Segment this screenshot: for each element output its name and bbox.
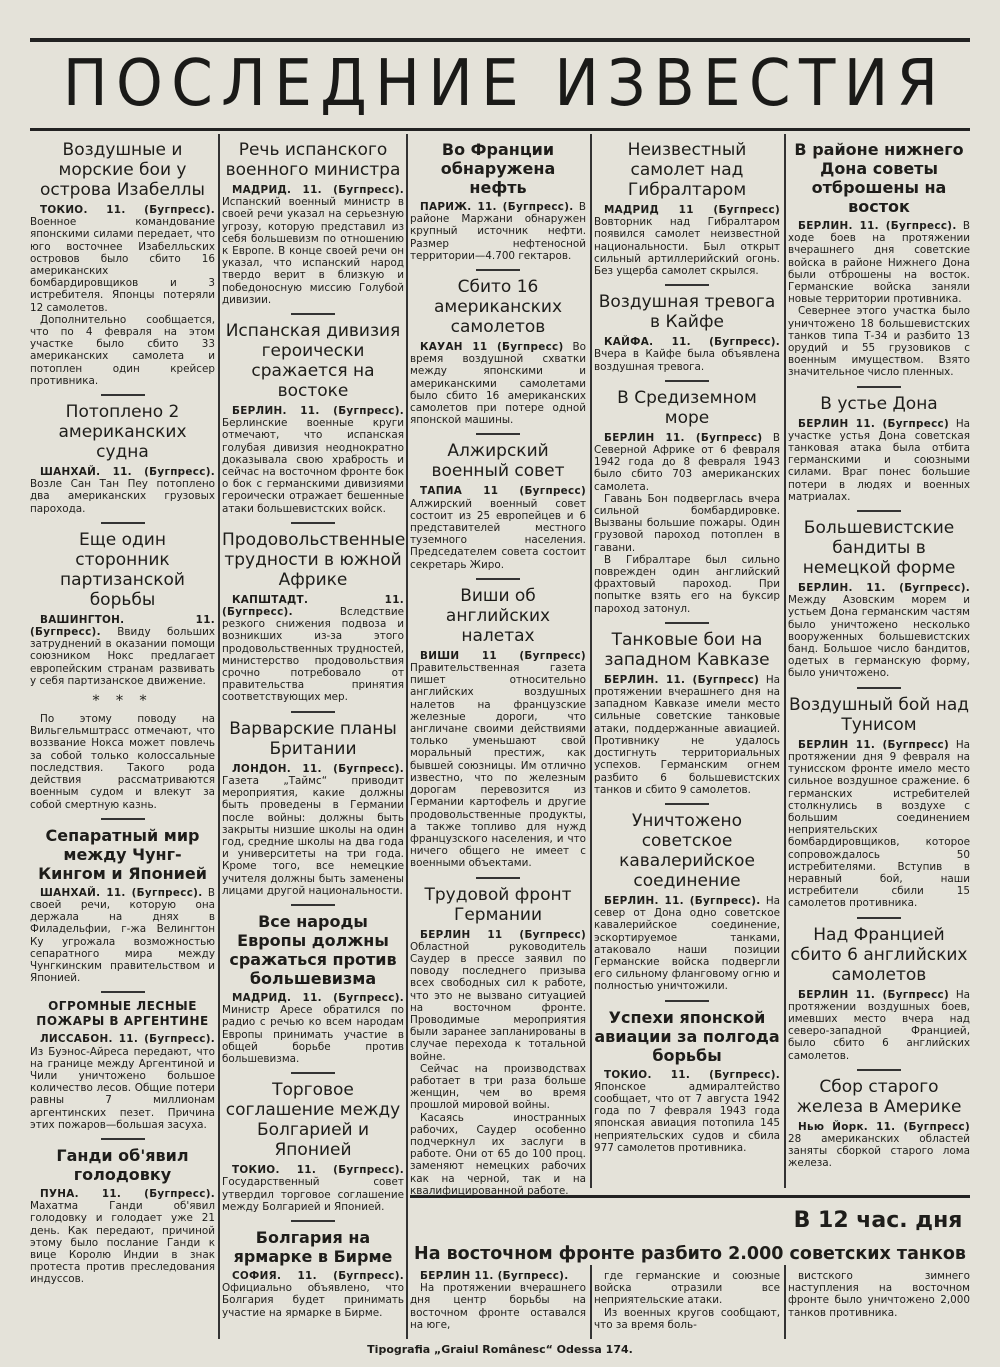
article	[222, 912, 404, 1065]
article	[594, 140, 780, 277]
article-dateline: БЕРЛИН 11. (Бугпресс).	[420, 1270, 569, 1282]
article-headline: Неизвестный самолет над Гибралтаром	[627, 140, 747, 200]
article	[410, 277, 586, 426]
article-text: Возле Сан Тан Пеу потоплено два американских грузовых парохода.	[30, 478, 215, 515]
article-text: В районе Маржани обнаружен крупный источник нефти. Размер нефтеносной территории—4.700 гектаров.	[410, 201, 586, 262]
article-headline: Болгария на ярмарке в Бирме	[233, 1227, 393, 1266]
article-body	[788, 418, 970, 503]
article-dateline: ТОКИО. 11. (Бугпресс).	[604, 1068, 780, 1081]
article	[788, 925, 970, 1062]
article-text: Японское адмиралтейство сообщает, что от 7 августа 1942 года по 7 февраля 1943 года японская авиация потопила 145 неприятельских судов и сбила 977 самолетов противника.	[594, 1080, 780, 1154]
article-headline: Успехи японской авиации за полгода борьбы	[594, 1007, 780, 1065]
article-paragraph: Сейчас на производствах работает в три раза больше женщин, чем во время прошлой мировой войны.	[410, 1062, 586, 1112]
article-headline: Испанская дивизия героически сражается на востоке	[225, 321, 401, 402]
column-divider	[406, 134, 408, 1339]
article-separator	[101, 394, 145, 396]
article-body	[222, 1270, 404, 1319]
article-body	[788, 989, 970, 1062]
article-text: На протяжении вчерашнего дня на западном Кавказе имели место сильные советские танковые атаки, поддержанные авиацией. Противнику не удалось достигнуть территориальных успехов. Германским огнем разбито 6 большевистских танков и сбито 9 самолетов.	[594, 673, 780, 796]
article-headline: Варварские планы Британии	[229, 718, 397, 759]
article-paragraph: Гавань Бон подверглась вчера сильной бомбардировке. Вызваны большие пожары. Один грузовой пароход потоплен в гавани.	[594, 492, 780, 554]
article-text: Между Азовским морем и устьем Дона германским частям было уничтожено несколько вооруженных большевистских банд. Большое число бандитов, одетых в германскую форму, было уничтожено.	[788, 594, 970, 680]
article-headline: Сепаратный мир между Чунг-Кингом и Японией	[38, 825, 207, 883]
article-text: Официально объявлено, что Болгария будет принимать участие на ярмарке в Бирме.	[222, 1282, 404, 1319]
article-separator	[101, 818, 145, 820]
article-headline: Уничтожено советское кавалерийское соединение	[619, 810, 755, 891]
article-headline: Сбор старого железа в Америке	[796, 1076, 962, 1117]
breaking-text: Из военных кругов сообщают, что за время боль-	[594, 1306, 780, 1331]
article	[30, 1146, 215, 1286]
article-headline: Продовольственные трудности в южной Африке	[222, 529, 406, 590]
article-text: 28 американских областей заняты сборкой старого лома железа.	[788, 1132, 970, 1170]
article-headline: В устье Дона	[820, 393, 938, 414]
article-headline: В районе нижнего Дона советы отброшены на восток	[794, 140, 964, 216]
article-dateline: КАЙФА. 11. (Бугпресс).	[604, 336, 780, 349]
article-dateline: ТОКИО. 11. (Бугпресс).	[40, 204, 215, 216]
article-headline: Большевистские бандиты в немецкой форме	[802, 518, 956, 579]
article-separator	[291, 1220, 335, 1222]
article-paragraph: По этому поводу на Вильгельмштрасс отмечают, что воззвание Нокса может повлечь за собой только колоссальные последствия. Такого рода действия рассматриваются военным судом и влекут за собой смертную казнь.	[30, 713, 215, 811]
article-dateline: ЛИССАБОН. 11. (Бугпресс).	[40, 1033, 215, 1046]
article	[222, 140, 404, 306]
article-text: Испанский военный министр в своей речи указал на серьезную угрозу, которую представил из себя большевизм по отношению к Европе. В конце своей речи он указал, что испанский народ твердо верит в близкую и победоносную миссию Голубой дивизии.	[222, 196, 404, 306]
article-body	[410, 485, 586, 570]
article-dateline: ЛОНДОН. 11. (Бугпресс).	[232, 762, 404, 775]
article-body	[222, 992, 404, 1065]
column-divider	[590, 134, 592, 1188]
article-headline: Речь испанского военного министра	[225, 140, 401, 180]
article-text: Алжирский военный совет состоит из 25 европейцев и 6 представителей местного туземного населения. Председателем совета состоит секретарь Жиро.	[410, 497, 586, 571]
article	[410, 441, 586, 570]
article-separator	[476, 269, 520, 271]
article-separator	[857, 510, 901, 512]
article-separator	[476, 877, 520, 879]
article-headline: Потоплено 2 американских судна	[58, 402, 187, 463]
article-text: Берлинские военные круги отмечают, что испанская голубая дивизия неоднократно доказывала свою храбрость и сейчас на восточном фронте бок о бок с германскими дивизиями героически отражает бешенные атаки большевистских войск.	[222, 417, 404, 515]
article-headline: Торговое соглашение между Болгарией и Японией	[225, 1080, 401, 1161]
printer-imprint: Tipografia „Graiul Românesc“ Odessa 174.	[367, 1343, 633, 1356]
article-text: Из Буэнос-Айреса передают, что на границе между Аргентиной и Чили уничтожено большое количество лесов. Общие потери равны 7 миллионам аргентинских пезет. Причина этих пожаров—большая засуха.	[30, 1045, 215, 1131]
masthead-rule	[30, 128, 970, 131]
article-dateline: КАПШТАДТ. 11. (Бугпресс).	[222, 593, 404, 619]
article-headline: Виши об английских налетах	[445, 585, 551, 646]
article-separator	[291, 711, 335, 713]
article-dateline: ТАПИА 11 (Бугпресс)	[420, 485, 586, 498]
article-separator	[291, 522, 335, 524]
article-text: В своей речи, которую она держала на днях в Филадельфии, г-жа Велингтон Ку угрожала возможностью сепаратного мира между Чунгкинским правительством и Японией.	[30, 886, 215, 985]
article-text: На участке устья Дона советская танковая атака была отбита германскими и союзными силами. Враг понес большие потери в людях и военных матриалах.	[788, 417, 971, 503]
article-separator	[665, 803, 709, 805]
article	[30, 826, 215, 985]
breaking-text: вистского зимнего наступления на восточном фронте было уничтожено 2,000 танков противника.	[788, 1270, 970, 1319]
article-text: На протяжении дня 9 февраля на тунисском фронте имело место сильное воздушное сражение. 6 германских истребителей столкнулись в воздухе с большим соединением неприятельских бомбардировщиков, которое сопровождалось 50 истребителями. Вступив в неравный бой, наши истребители сбили 15 самолетов противника.	[788, 738, 971, 910]
article-headline: Алжирский военный совет	[431, 441, 565, 482]
article-text: Вчера в Кайфе была объявлена воздушная тревога.	[594, 348, 780, 373]
article-text: В ходе боев на протяжении вчерашнего дня советские войска в районе Нижнего Дона были отброшены на восток. Германские войска заняли новые территории противника.	[788, 220, 970, 306]
article-text: Государственный совет утвердил торговое соглашение между Болгарией и Японией.	[222, 1176, 404, 1213]
article-text: В Северной Африке от 6 февраля 1942 года до 8 февраля 1943 было сбито 703 американских самолета.	[594, 431, 780, 493]
article-body	[222, 1164, 404, 1213]
article-headline: Трудовой фронт Германии	[424, 884, 572, 925]
top-rule	[30, 38, 970, 42]
article-headline: Воздушные и морские бои у острова Изабеллы	[40, 140, 205, 200]
article	[30, 140, 215, 387]
article-body	[222, 405, 404, 515]
masthead-title: ПОСЛЕДНИЕ ИЗВЕСТИЯ	[62, 47, 947, 121]
article-body	[594, 674, 780, 796]
article	[222, 719, 404, 897]
article-body	[594, 432, 780, 493]
article-separator	[291, 313, 335, 315]
article-body	[222, 763, 404, 897]
article	[222, 1228, 404, 1319]
article-body	[30, 1188, 215, 1286]
article-body	[788, 1121, 970, 1170]
article-dateline: БЕРЛИН. 11. (Бугпресс).	[604, 894, 761, 907]
article-dateline: Нью Йорк. 11. (Бугпресс)	[798, 1120, 970, 1133]
article-dateline: МАДРИД 11 (Бугпресс)	[604, 204, 780, 216]
article	[594, 1008, 780, 1154]
column-5	[788, 134, 970, 1188]
article-dateline: ШАНХАЙ. 11. (Бугпресс).	[40, 466, 215, 479]
article	[788, 140, 970, 379]
article-separator	[857, 386, 901, 388]
article-separator	[101, 991, 145, 993]
article-dateline: СОФИЯ. 11. (Бугпресс).	[232, 1269, 404, 1282]
article-headline: Танковые бои на западном Кавказе	[604, 629, 770, 670]
article-paragraph: В Гибралтаре был сильно поврежден один английский фрахтовый пароход. При попытке взять его на буксир пароход затонул.	[594, 553, 780, 615]
article-text: Вследствие резкого снижения подвоза и возникших из-за этого продовольственных трудностей, министерство продовольствия срочно потребовало от правительства принятия соответствующих мер.	[222, 606, 404, 704]
article-dateline: ПАРИЖ. 11. (Бугпресс).	[420, 201, 574, 213]
article-text: На протяжении воздушных боев, имевших место вчера над северо-западной Францией, было сбито 6 английских самолетов.	[788, 988, 971, 1062]
column-divider	[784, 134, 786, 1188]
article-separator	[857, 687, 901, 689]
article-dateline: КАУАН 11 (Бугпресс)	[420, 341, 564, 354]
article-separator	[857, 1069, 901, 1071]
article	[788, 1077, 970, 1170]
article-dateline: ТОКИО. 11. (Бугпресс).	[232, 1164, 404, 1177]
article-body	[594, 1069, 780, 1154]
article-body	[30, 887, 215, 985]
article-dateline: МАДРИД. 11. (Бугпресс).	[232, 184, 404, 196]
breaking-headline: На восточном фронте разбито 2.000 советских танков	[414, 1244, 966, 1264]
breaking-column-1	[410, 1270, 586, 1340]
article-separator	[665, 284, 709, 286]
article	[788, 394, 970, 503]
bottom-section-rule	[410, 1195, 970, 1198]
article	[410, 586, 586, 870]
article	[410, 885, 586, 1197]
breaking-column-2	[594, 1270, 780, 1340]
article-dateline: ВАШИНГТОН. 11. (Бугпресс).	[30, 613, 215, 639]
article-dateline: ВИШИ 11 (Бугпресс)	[420, 649, 586, 662]
article-headline: Еще один сторонник партизанской борьбы	[60, 529, 185, 610]
article-body	[594, 895, 780, 993]
article-body	[30, 466, 215, 515]
article	[30, 402, 215, 515]
article-dateline: БЕРЛИН 11. (Бугпресс)	[604, 431, 763, 444]
article	[594, 388, 780, 615]
article-body	[30, 1033, 215, 1131]
time-label: В 12 час. дня	[793, 1208, 963, 1233]
column-divider	[590, 1265, 592, 1339]
article-headline: Сбито 16 американских самолетов	[433, 277, 563, 338]
breaking-column-3	[788, 1270, 970, 1340]
article-headline: Во Франции обнаружена нефть	[440, 140, 556, 197]
article-separator	[101, 1138, 145, 1140]
article-text: Министр Аресе обратился по радио с речью ко всем народам Европы принимать участие в общей борьбе против большевизма.	[222, 1004, 404, 1065]
article-text: На север от Дона одно советское кавалерийское соединение, эскортируемое танками, атаковало наши позиции Германские войска подвергли его сильному фланговому огню и полностью уничтожили.	[594, 894, 780, 993]
column-divider	[784, 1265, 786, 1339]
article-separator	[665, 380, 709, 382]
article-dateline: БЕРЛИН 11. (Бугпресс)	[798, 417, 950, 430]
asterism: * * *	[92, 693, 153, 710]
article	[222, 321, 404, 515]
article-headline: ОГРОМНЫЕ ЛЕСНЫЕ ПОЖАРЫ В АРГЕНТИНЕ	[36, 999, 209, 1029]
article-body	[788, 739, 970, 910]
article-text: Правительственная газета пишет относительно английских воздушных налетов на французские железные дороги, что англичане своими действиями только уменьшают свой моральный престиж, как бывшей союзницы. Им отлично известно, что по железным дорогам перевозится из Германии картофель и другие продовольственные продукты, а также топливо для нужд французского населения, и что ничего общего не имеет с военными объектами.	[410, 662, 586, 870]
article-headline: Воздушный бой над Тунисом	[788, 694, 970, 735]
article-body	[410, 201, 586, 262]
article-body	[410, 341, 586, 426]
article-separator	[291, 904, 335, 906]
article	[222, 1080, 404, 1213]
article-dateline: ШАНХАЙ. 11. (Бугпресс).	[40, 886, 203, 899]
article-body	[410, 650, 586, 870]
article-paragraph: Дополнительно сообщается, что по 4 февраля на этом участке было сбито 33 американских самолета и потоплен один крейсер противника.	[30, 313, 215, 387]
article-dateline: БЕРЛИН. 11. (Бугпресс).	[798, 220, 957, 232]
article-separator	[665, 1000, 709, 1002]
article-text: Махатма Ганди об'явил голодовку и голодает уже 21 день. Как передают, причиной этому было послание Ганди к вице Королю Индии в знак протеста против преследования индуссов.	[30, 1200, 215, 1286]
column-1	[30, 134, 215, 1339]
article-body	[788, 582, 970, 680]
article-text: Газета „Таймс“ приводит мероприятия, какие должны быть проведены в Германии после войны: должны быть закрыты низшие школы на один год, средние школы на два года и университеты на три года. Кроме того, все немецкие учителя должны быть заменены лицами другой национальности.	[222, 774, 404, 897]
article-dateline: БЕРЛИН 11. (Бугпресс)	[798, 988, 950, 1001]
article-headline: Воздушная тревога в Кайфе	[598, 292, 776, 333]
article-headline: Ганди об'явил голодовку	[56, 1145, 189, 1184]
article-body	[30, 614, 215, 687]
article-dateline: БЕРЛИН. 11. (Бугпресс)	[604, 673, 760, 686]
article	[594, 811, 780, 993]
article-body	[594, 204, 780, 277]
article-separator	[291, 1072, 335, 1074]
article-body	[222, 184, 404, 306]
article-headline: Над Францией сбито 6 английских самолетов	[790, 924, 968, 985]
article-paragraph: Касаясь иностранных рабочих, Саудер особенно подчеркнул их заслуги в работе. Они от 65 до 100 проц. заменяют немецких рабочих как на черной, так и на квалифицированной работе.	[410, 1111, 586, 1197]
article-dateline: МАДРИД. 11. (Бугпресс).	[232, 991, 404, 1004]
article-dateline: БЕРЛИН 11 (Бугпресс)	[420, 928, 586, 941]
article	[594, 292, 780, 373]
article	[788, 695, 970, 910]
article	[410, 140, 586, 262]
breaking-text: где германские и союзные войска отразили все неприятельские атаки.	[594, 1270, 780, 1307]
article	[788, 518, 970, 680]
article-dateline: БЕРЛИН 11. (Бугпресс)	[798, 738, 950, 751]
article-body	[594, 336, 780, 373]
article-dateline: ПУНА. 11. (Бугпресс).	[40, 1187, 215, 1200]
article-body	[410, 929, 586, 1063]
article-body	[222, 594, 404, 704]
article-headline: Все народы Европы должны сражаться против большевизма	[229, 911, 397, 988]
article-separator	[476, 578, 520, 580]
article-body	[30, 204, 215, 314]
article-separator	[101, 522, 145, 524]
column-divider	[218, 134, 220, 1339]
article	[594, 630, 780, 796]
article-text: Ввиду больших затруднений в оказании помощи союзником Нокс предлагает европейским странам развивать у себя партизанское движение.	[30, 626, 215, 687]
column-2	[222, 134, 404, 1339]
article-separator	[665, 622, 709, 624]
article-separator	[857, 917, 901, 919]
article-text: Во время воздушной схватки между японскими и американскими самолетами было сбито 16 американских самолетов при потере одной японской машины.	[410, 341, 587, 427]
article	[222, 530, 404, 704]
article-paragraph: Севернее этого участка было уничтожено 18 большевистских танков типа Т-34 и разбито 13 орудий и 55 грузовиков с военным имуществом. Взято значительное число пленных.	[788, 305, 970, 379]
breaking-dateline	[410, 1270, 586, 1282]
column-4	[594, 134, 780, 1188]
article-headline: В Средиземном море	[617, 387, 757, 428]
article-dateline: БЕРЛИН. 11. (Бугпресс).	[798, 582, 970, 595]
article-dateline: БЕРЛИН. 11. (Бугпресс).	[232, 405, 404, 418]
article-text: Военное командование японскими силами передает, что юго восточнее Изабелльских островов было сбито 16 американских бомбардировщиков и 3 истребителя. Японцы потеряли 12 самолетов.	[30, 216, 215, 314]
breaking-text: На протяжении вчерашнего дня центр борьбы на восточном фронте оставался на юге,	[410, 1282, 586, 1331]
article-body	[788, 220, 970, 305]
article	[30, 999, 215, 1131]
article	[30, 530, 215, 811]
article-text: Вовторник над Гибралтаром появился самолет неизвестной национальности. Был открыт сильный артиллерийский огонь. Без ущерба самолет скрылся.	[594, 216, 780, 278]
article-text: Областной руководитель Саудер в прессе заявил по поводу последнего призыва всех свободных сил к работе, что это не вызвано ситуацией на восточном фронте. Проводимые мероприятия были заранее запланированы в случае перехода к тотальной войне.	[410, 940, 586, 1063]
column-3	[410, 134, 587, 1197]
article-separator	[476, 433, 520, 435]
